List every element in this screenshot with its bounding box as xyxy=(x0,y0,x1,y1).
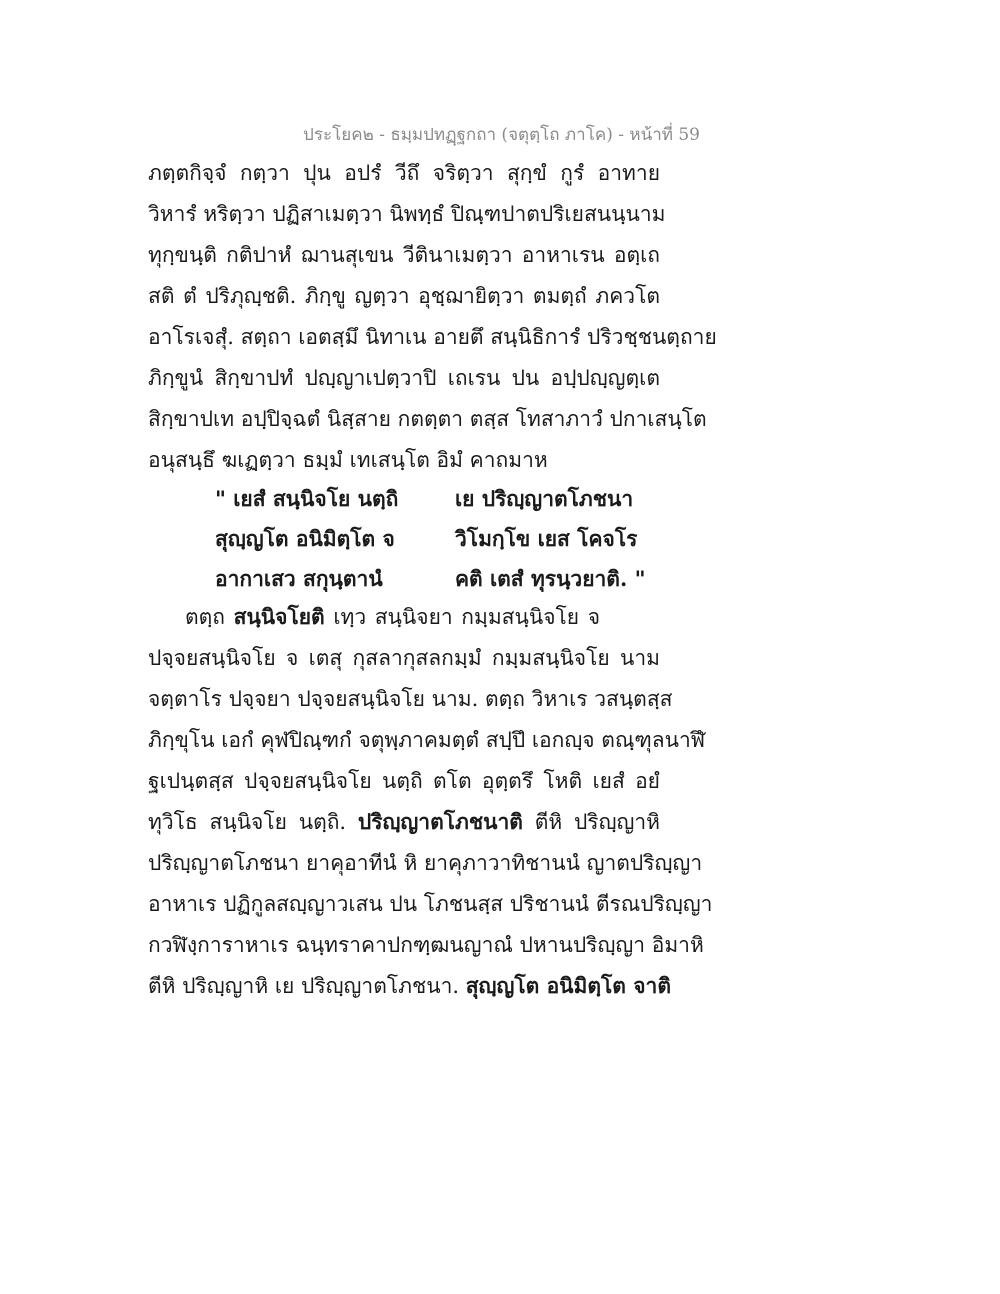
text-run: ตีหิ ปริญฺญาหิ xyxy=(534,810,660,834)
text-line: ฐเปนฺตสฺส ปจฺจยสนฺนิจโย นตฺถิ ตโต อุตฺตรึ โหติ เยสํ อยํ xyxy=(148,769,660,793)
text-line xyxy=(148,971,671,1001)
text-line: สติ ตํ ปริภุญฺชติ. ภิกฺขู ญตฺวา อุชฺฌายิตฺวา ตมตฺถํ ภควโต xyxy=(148,284,660,308)
text-run: เทฺว สนฺนิจยา กมฺมสนฺนิจโย จ xyxy=(333,605,601,629)
text-line: ภิกฺขูนํ สิกฺขาปทํ ปญฺญาเปตฺวาปิ เถเรน ปน อปฺปญฺญตฺเต xyxy=(148,366,660,390)
text-line: จตฺตาโร ปจฺจยา ปจฺจยสนฺนิจโย นาม. ตตฺถ วิหาเร วสนฺตสฺส xyxy=(148,687,673,711)
verse-line-right: คติ เตสํ ทุรนฺวยาติ. " xyxy=(455,566,646,591)
text-line: วิหารํ หริตฺวา ปฏิสาเมตฺวา นิพทฺธํ ปิณฺฑปาตปริเยสนนฺนาม xyxy=(148,202,666,226)
text-line: ปริญฺญาตโภชนา ยาคุอาทีนํ หิ ยาคุภาวาทิชานนํ ญาตปริญฺญา xyxy=(148,851,703,875)
verse-line-left: สุญฺญโต อนิมิตฺโต จ xyxy=(215,526,395,551)
running-header: ประโยค๒ - ธมฺมปทฏฺฐกถา (จตุตฺโถ ภาโค) - หน้าที่ 59 xyxy=(303,125,700,145)
text-line: สิกฺขาปเท อปฺปิจฺฉตํ นิสฺสาย กตตฺตา ตสฺส โทสาภาวํ ปกาเสนฺโต xyxy=(148,407,707,431)
term-highlight: ปริญฺญาตโภชนาติ xyxy=(357,809,523,834)
text-run: ตตฺถ xyxy=(185,605,225,629)
term-highlight: สนฺนิจโยติ xyxy=(233,604,325,629)
text-line: อนุสนฺธึ ฆเฏตฺวา ธมฺมํ เทเสนฺโต อิมํ คาถมาห xyxy=(148,448,548,472)
verse-line-right: วิโมกฺโข เยส โคจโร xyxy=(455,526,638,551)
text-run: ทุวิโธ สนฺนิจโย นตฺถิ. xyxy=(148,810,347,834)
verse-line-left: อากาเสว สกุนฺตานํ xyxy=(215,566,383,591)
text-line: กวฬิงฺการาหาเร ฉนฺทราคาปกฑฺฒนญาณํ ปหานปริญฺญา อิมาหิ xyxy=(148,933,704,957)
text-line xyxy=(185,602,600,632)
text-line: ปจฺจยสนฺนิจโย จ เตสุ กุสลากุสลกมฺมํ กมฺมสนฺนิจโย นาม xyxy=(148,646,660,670)
text-line: ภิกฺขุโน เอกํ คุฬปิณฺฑกํ จตุพฺภาคมตฺตํ สปฺปึ เอกญฺจ ตณฺฑุลนาฬึ xyxy=(148,728,706,752)
text-line: อาโรเจสุํ. สตฺถา เอตสฺมึ นิทาเน อายตึ สนฺนิธิการํ ปริวชฺชนตฺถาย xyxy=(148,325,717,349)
term-highlight: สุญฺญโต อนิมิตฺโต จาติ xyxy=(465,973,671,998)
verse-line-right: เย ปริญฺญาตโภชนา xyxy=(455,486,634,511)
verse-line-left: " เยสํ สนฺนิจโย นตฺถิ xyxy=(215,486,399,511)
text-line: ภตฺตกิจฺจํ กตฺวา ปุน อปรํ วีถึ จริตฺวา สุกฺขํ กูรํ อาทาย xyxy=(148,161,660,185)
text-line xyxy=(148,807,660,837)
text-line: ทุกฺขนฺติ กติปาหํ ฌานสุเขน วีตินาเมตฺวา อาหาเรน อตฺเถ xyxy=(148,243,660,267)
text-line: อาหาเร ปฏิกูลสญฺญาวเสน ปน โภชนสฺส ปริชานนํ ตีรณปริญฺญา xyxy=(148,892,713,916)
text-run: ตีหิ ปริญฺญาหิ เย ปริญฺญาตโภชนา. xyxy=(148,974,460,998)
